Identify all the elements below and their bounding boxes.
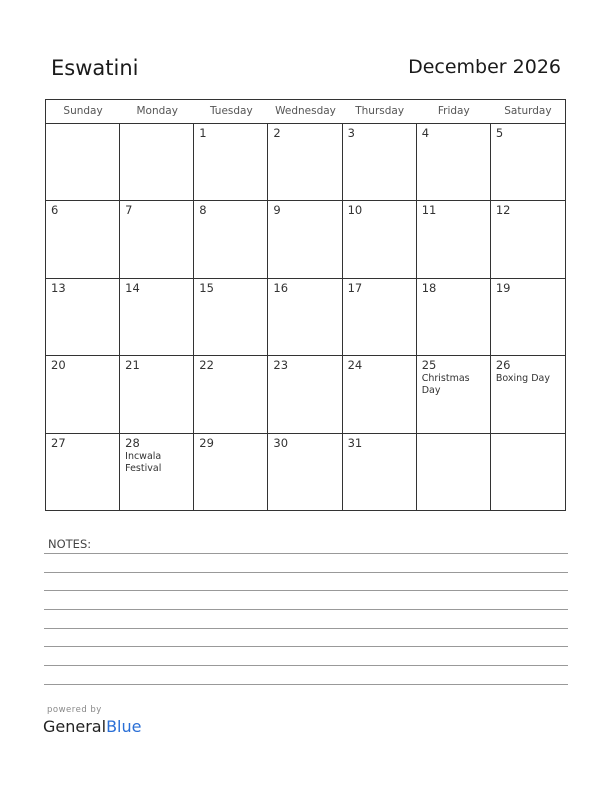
- calendar-day-cell: [194, 279, 268, 356]
- weekday-label: Tuesday: [209, 105, 253, 117]
- powered-by-text: powered by: [47, 705, 102, 715]
- calendar-day-cell: [120, 434, 194, 511]
- holiday-label: Christmas Day: [421, 373, 470, 397]
- calendar-day-cell: [120, 201, 194, 278]
- day-number: 12: [495, 203, 511, 218]
- day-number: 6: [51, 203, 59, 218]
- calendar-day-cell: [343, 201, 417, 278]
- calendar-day-cell: [268, 356, 342, 433]
- calendar-grid: [46, 124, 565, 511]
- brand-blue: Blue: [106, 717, 142, 736]
- day-number: 31: [347, 435, 363, 450]
- calendar-day-cell: [46, 124, 120, 201]
- calendar-day-cell: [46, 201, 120, 278]
- holiday-label: Boxing Day: [495, 373, 550, 385]
- day-number: 22: [199, 358, 214, 373]
- day-number: 8: [199, 203, 207, 218]
- weekday-label: Thursday: [355, 105, 405, 117]
- day-number: 1: [199, 126, 207, 140]
- calendar-day-cell: [46, 434, 120, 511]
- day-number: 7: [125, 203, 133, 218]
- calendar-day-cell: [343, 356, 417, 433]
- calendar-day-cell: [491, 279, 565, 356]
- holiday-label: Incwala Festival: [125, 450, 162, 474]
- calendar-day-cell: [417, 201, 491, 278]
- day-number: 13: [51, 280, 66, 295]
- brand-logo: [43, 717, 141, 736]
- day-number: 11: [421, 203, 437, 218]
- day-number: 2: [273, 126, 281, 140]
- calendar-day-cell: [120, 356, 194, 433]
- notes-line: [44, 553, 568, 554]
- day-number: 24: [347, 358, 363, 373]
- calendar-day-cell: [417, 356, 491, 433]
- day-number: 19: [495, 280, 511, 295]
- calendar-day-cell: [268, 434, 342, 511]
- calendar-day-cell: [491, 124, 565, 201]
- day-number: 16: [273, 280, 289, 295]
- calendar-country-title: Eswatini: [51, 56, 139, 80]
- weekday-label: Saturday: [504, 105, 552, 117]
- day-number: 10: [347, 203, 363, 218]
- day-number: 23: [273, 358, 289, 373]
- notes-line: [44, 665, 568, 666]
- day-number: 29: [199, 435, 214, 450]
- notes-line: [44, 646, 568, 647]
- calendar-day-cell: [194, 124, 268, 201]
- calendar-day-cell: [268, 124, 342, 201]
- brand-general: General: [43, 717, 107, 736]
- notes-label: NOTES:: [48, 537, 92, 551]
- day-number: 28: [125, 435, 140, 450]
- day-number: 17: [347, 280, 363, 295]
- day-number: 20: [51, 358, 66, 373]
- calendar-day-cell: [491, 201, 565, 278]
- day-number: 3: [347, 126, 355, 140]
- day-number: 27: [51, 435, 66, 450]
- notes-line: [44, 684, 568, 685]
- calendar-day-cell: [120, 279, 194, 356]
- notes-line: [44, 609, 568, 610]
- calendar-day-cell: [194, 201, 268, 278]
- notes-line: [44, 590, 568, 591]
- weekday-label: Sunday: [63, 105, 103, 117]
- calendar-day-cell: [417, 434, 491, 511]
- day-number: 14: [125, 280, 140, 295]
- weekday-label: Friday: [437, 105, 470, 117]
- calendar-day-cell: [417, 124, 491, 201]
- calendar-table: [45, 99, 566, 511]
- day-number: 26: [495, 358, 511, 373]
- calendar-day-cell: [194, 434, 268, 511]
- day-number: 21: [125, 358, 140, 373]
- day-number: 18: [421, 280, 437, 295]
- day-number: 25: [421, 358, 437, 373]
- calendar-day-cell: [417, 279, 491, 356]
- weekday-label: Monday: [136, 105, 178, 117]
- calendar-day-cell: [268, 279, 342, 356]
- calendar-day-cell: [343, 434, 417, 511]
- day-number: 9: [273, 203, 281, 218]
- calendar-day-cell: [491, 434, 565, 511]
- day-number: 5: [495, 126, 504, 140]
- notes-line: [44, 572, 568, 573]
- calendar-day-cell: [120, 124, 194, 201]
- day-number: 4: [421, 126, 430, 140]
- weekday-header-row: [46, 100, 565, 124]
- calendar-day-cell: [46, 279, 120, 356]
- calendar-day-cell: [268, 201, 342, 278]
- calendar-day-cell: [194, 356, 268, 433]
- calendar-day-cell: [491, 356, 565, 433]
- calendar-day-cell: [343, 124, 417, 201]
- notes-line: [44, 628, 568, 629]
- calendar-month-title: December 2026: [408, 56, 561, 78]
- day-number: 30: [273, 435, 289, 450]
- weekday-label: Wednesday: [275, 105, 336, 117]
- calendar-day-cell: [343, 279, 417, 356]
- calendar-day-cell: [46, 356, 120, 433]
- day-number: 15: [199, 280, 214, 295]
